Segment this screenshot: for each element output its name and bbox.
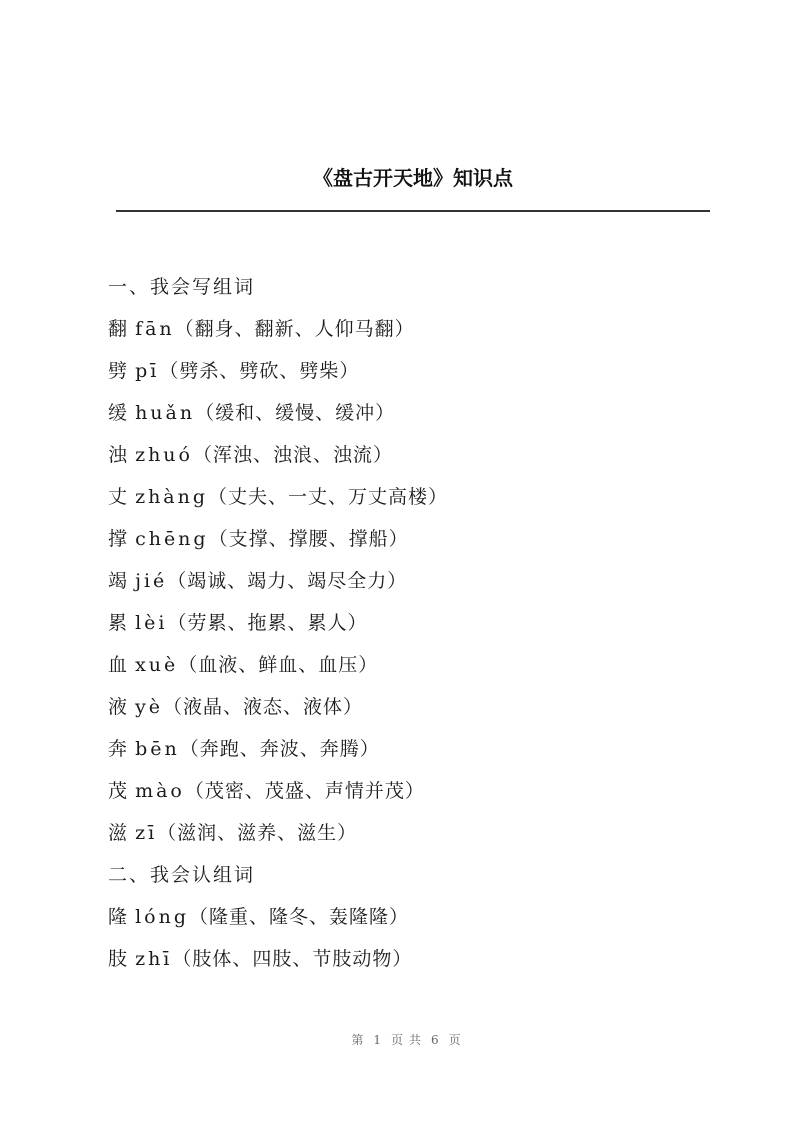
vocab-entry	[108, 812, 728, 854]
vocab-pinyin: lèi	[135, 612, 168, 634]
vocab-entry	[108, 560, 728, 602]
vocab-pinyin: pī	[135, 360, 160, 382]
document-body	[108, 266, 728, 980]
document-title: 《盘古开天地》知识点	[313, 166, 513, 190]
vocab-char: 茂	[108, 780, 129, 802]
vocab-words: （肢体、四肢、节肢动物）	[172, 948, 413, 970]
footer-current-page: 1	[373, 1033, 387, 1047]
vocab-entry	[108, 644, 728, 686]
vocab-words: （劈杀、劈砍、劈柴）	[159, 360, 360, 382]
vocab-pinyin: xuè	[135, 654, 179, 676]
vocab-words: （血液、鲜血、血压）	[178, 654, 379, 676]
vocab-words: （支撑、撑腰、撑船）	[208, 528, 409, 550]
section-heading-recognize: 二、我会认组词	[108, 864, 256, 886]
vocab-words: （缓和、缓慢、缓冲）	[195, 402, 396, 424]
vocab-char: 缓	[108, 402, 129, 424]
vocab-words: （滋润、滋养、滋生）	[157, 822, 358, 844]
vocab-entry	[108, 476, 728, 518]
vocab-entry	[108, 518, 728, 560]
vocab-char: 奔	[108, 738, 129, 760]
vocab-words: （劳累、拖累、累人）	[167, 612, 368, 634]
vocab-entry	[108, 938, 728, 980]
title-divider	[116, 210, 710, 212]
vocab-entry	[108, 434, 728, 476]
vocab-entry	[108, 770, 728, 812]
vocab-char: 浊	[108, 444, 129, 466]
section-heading-write: 一、我会写组词	[108, 276, 256, 298]
vocab-char: 竭	[108, 570, 129, 592]
vocab-char: 肢	[108, 948, 129, 970]
footer-total-pages: 6	[431, 1033, 445, 1047]
vocab-pinyin: lóng	[135, 906, 189, 928]
vocab-char: 撑	[108, 528, 129, 550]
vocab-pinyin: jié	[135, 570, 168, 592]
vocab-entry	[108, 350, 728, 392]
footer-prefix: 第	[351, 1033, 370, 1047]
vocab-pinyin: chēng	[135, 528, 209, 550]
vocab-char: 滋	[108, 822, 129, 844]
footer-suffix: 页	[448, 1033, 467, 1047]
vocab-entry	[108, 602, 728, 644]
vocab-words: （茂密、茂盛、声情并茂）	[184, 780, 425, 802]
vocab-pinyin: zhàng	[135, 486, 209, 508]
vocab-words: （液晶、液态、液体）	[163, 696, 364, 718]
vocab-pinyin: huǎn	[135, 402, 196, 424]
vocab-entry	[108, 728, 728, 770]
vocab-entry	[108, 392, 728, 434]
vocab-words: （隆重、隆冬、轰隆隆）	[188, 906, 409, 928]
vocab-char: 丈	[108, 486, 129, 508]
vocab-words: （浑浊、浊浪、浊流）	[193, 444, 394, 466]
vocab-pinyin: bēn	[135, 738, 180, 760]
vocab-char: 劈	[108, 360, 129, 382]
vocab-pinyin: zhuó	[135, 444, 193, 466]
vocab-pinyin: zhī	[135, 948, 173, 970]
vocab-words: （丈夫、一丈、万丈高楼）	[208, 486, 449, 508]
vocab-entry	[108, 896, 728, 938]
vocab-char: 血	[108, 654, 129, 676]
vocab-char: 隆	[108, 906, 129, 928]
vocab-words: （翻身、翻新、人仰马翻）	[174, 318, 415, 340]
vocab-pinyin: mào	[135, 780, 185, 802]
vocab-words: （奔跑、奔波、奔腾）	[179, 738, 380, 760]
vocab-pinyin: zī	[135, 822, 158, 844]
vocab-char: 液	[108, 696, 129, 718]
vocab-char: 翻	[108, 318, 129, 340]
vocab-entry	[108, 308, 728, 350]
vocab-entry	[108, 686, 728, 728]
footer-middle: 页共	[390, 1033, 427, 1047]
vocab-pinyin: yè	[135, 696, 164, 718]
page-footer	[0, 1031, 800, 1048]
vocab-char: 累	[108, 612, 129, 634]
vocab-pinyin: fān	[135, 318, 175, 340]
vocab-words: （竭诚、竭力、竭尽全力）	[167, 570, 408, 592]
